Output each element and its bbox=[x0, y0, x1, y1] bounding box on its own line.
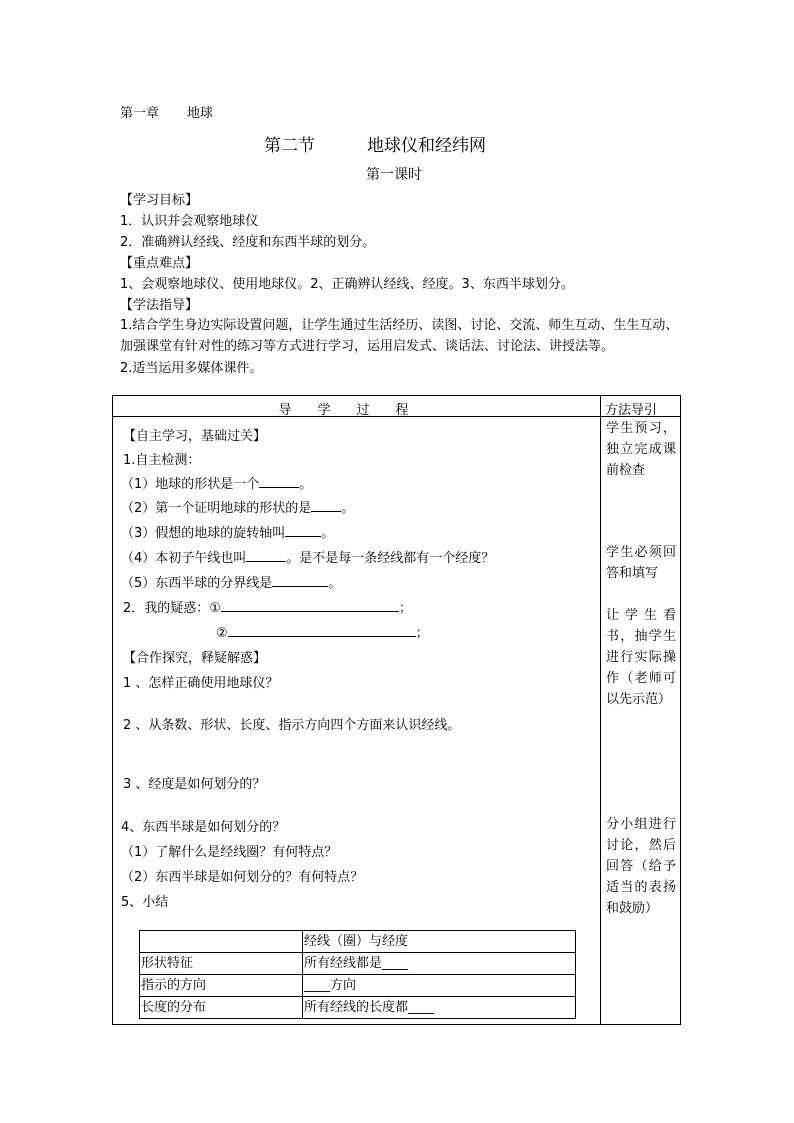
chapter-number: 第一章 bbox=[120, 106, 160, 121]
summary-row bbox=[140, 997, 576, 1019]
answer-blank[interactable] bbox=[259, 475, 299, 488]
coop-question-2: 2 、从条数、形状、长度、指示方向四个方面来认识经线。 bbox=[123, 718, 461, 733]
summary-table bbox=[139, 930, 576, 1019]
summary-row-value: 所有经线的长度都____ bbox=[303, 997, 576, 1019]
key-points-heading: 【重点难点】 bbox=[120, 256, 199, 271]
section-number: 第二节 bbox=[264, 136, 315, 156]
summary-row-value: ____方向 bbox=[303, 975, 576, 997]
summary-row-label: 形状特征 bbox=[140, 953, 303, 975]
question-3: （3）假想的地球的旋转轴叫 。 bbox=[121, 526, 335, 541]
method-note-1: 学生预习，独立完成课前检查 bbox=[606, 421, 676, 478]
guide-table bbox=[112, 395, 681, 1025]
coop-question-4: 4、东西半球是如何划分的？ bbox=[121, 820, 286, 835]
summary-row-label: 指示的方向 bbox=[140, 975, 303, 997]
summary-row-label: 长度的分布 bbox=[140, 997, 303, 1019]
method-note-4: 分小组进行讨论，然后回答（给予适当的表扬和鼓励） bbox=[606, 817, 676, 916]
summary-row-value: 所有经线都是____ bbox=[303, 953, 576, 975]
goals-heading: 【学习目标】 bbox=[120, 193, 199, 208]
method-note-3: 让学生看书，抽学生进行实际操作（老师可以先示范） bbox=[606, 608, 676, 707]
coop-question-3: 3 、经度是如何划分的？ bbox=[123, 777, 266, 792]
chapter-heading bbox=[120, 102, 213, 121]
question-5: （5）东西半球的分界线是 。 bbox=[121, 576, 342, 591]
key-points-text: 1、会观察地球仪、使用地球仪。2、正确辨认经线、经度。3、东西半球划分。 bbox=[120, 277, 574, 292]
process-column-header: 导学过程 bbox=[278, 403, 435, 418]
answer-blank[interactable] bbox=[285, 524, 321, 537]
method-paragraph-1: 1.结合学生身边实际设置问题，让学生通过生活经历、读图、讨论、交流、师生互动、生生互动、加强课堂有针对性的练习等方式进行学习，运用启发式、谈话法、讨论法、讲授法等。 bbox=[120, 318, 679, 354]
question-2: （2）第一个证明地球的形状的是 。 bbox=[121, 501, 355, 516]
lesson-label: 第一课时 bbox=[366, 167, 422, 183]
doubt-line-2: ② ； bbox=[216, 626, 429, 641]
question-1: （1）地球的形状是一个 。 bbox=[121, 477, 313, 492]
coop-question-4b: （2）东西半球是如何划分的？有何特点？ bbox=[121, 870, 364, 885]
goal-item-2: 2．准确辨认经线、经度和东西半球的划分。 bbox=[120, 235, 376, 250]
coop-question-1: 1 、怎样正确使用地球仪？ bbox=[123, 676, 279, 691]
summary-row bbox=[140, 975, 576, 997]
summary-row bbox=[140, 953, 576, 975]
section-name: 地球仪和经纬网 bbox=[367, 136, 486, 156]
method-paragraph-2: 2.适当运用多媒体课件。 bbox=[120, 361, 263, 376]
method-note-2: 学生必须回答和填写 bbox=[606, 545, 676, 581]
question-4: （4）本初子午线也叫 。是不是每一条经线都有一个经度？ bbox=[121, 551, 495, 566]
doubt-line-1: 2．我的疑惑：① ； bbox=[123, 601, 412, 616]
summary-corner-cell bbox=[140, 931, 303, 953]
method-column-header: 方法导引 bbox=[605, 403, 658, 418]
goal-item-1: 1．认识并会观察地球仪 bbox=[120, 214, 259, 229]
summary-header-row bbox=[140, 931, 576, 953]
answer-blank[interactable] bbox=[246, 549, 286, 562]
self-study-heading: 【自主学习，基础过关】 bbox=[123, 429, 267, 444]
section-title bbox=[264, 131, 486, 156]
self-check-label: 1.自主检测： bbox=[123, 453, 201, 468]
coop-heading: 【合作探究，释疑解惑】 bbox=[123, 651, 267, 666]
coop-question-4a: （1）了解什么是经线圈？有何特点？ bbox=[121, 845, 338, 860]
summary-label: 5、小结 bbox=[121, 895, 169, 910]
chapter-name: 地球 bbox=[187, 106, 214, 121]
method-heading: 【学法指导】 bbox=[120, 298, 199, 313]
answer-blank[interactable] bbox=[272, 574, 328, 587]
column-divider bbox=[600, 396, 601, 1024]
doubt-blank[interactable] bbox=[228, 624, 416, 637]
answer-blank[interactable] bbox=[311, 499, 341, 512]
doubt-blank[interactable] bbox=[221, 599, 399, 612]
summary-header-cell: 经线（圈）与经度 bbox=[303, 931, 576, 953]
